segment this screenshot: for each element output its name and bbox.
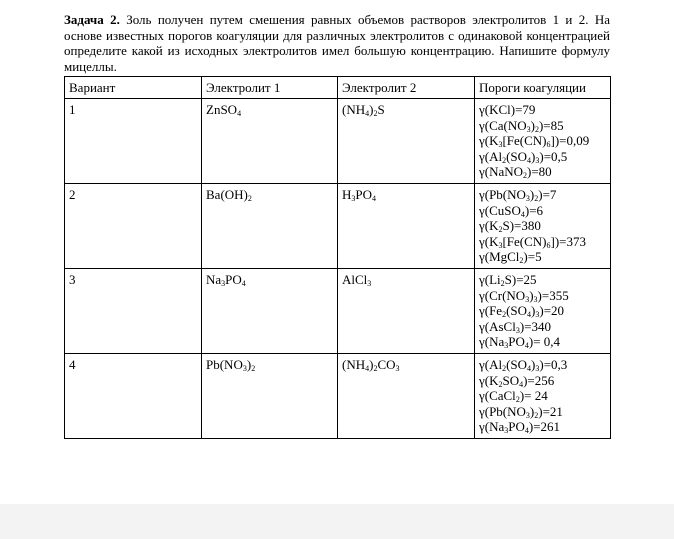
formula-subscript: 3 xyxy=(367,279,372,288)
threshold-subscript: 2 xyxy=(519,256,524,265)
table-body xyxy=(65,99,611,439)
threshold-subscript: 4 xyxy=(524,426,529,435)
threshold-subscript: 3 xyxy=(504,426,509,435)
threshold-text: γ(AsCl xyxy=(479,318,516,334)
formula-text: ) xyxy=(246,357,252,372)
variant-cell: 1 xyxy=(65,99,202,184)
threshold-text: )=0,3 xyxy=(539,357,568,372)
threshold-subscript: 4 xyxy=(524,341,529,350)
formula-subscript: 3 xyxy=(221,279,226,288)
formula-subscript: 3 xyxy=(351,194,356,203)
threshold-line xyxy=(479,187,606,203)
threshold-subscript: 2 xyxy=(498,225,503,234)
threshold-line xyxy=(479,203,606,219)
formula-subscript: 4 xyxy=(365,109,370,118)
coagulation-table xyxy=(64,76,611,439)
threshold-subscript: 2 xyxy=(534,410,539,420)
formula-text: ZnSO xyxy=(206,102,238,117)
threshold-text: ) xyxy=(529,187,535,202)
threshold-text: γ(CuSO xyxy=(479,202,521,218)
electrolyte-1-cell xyxy=(202,354,338,439)
threshold-text: PO xyxy=(508,419,525,434)
formula-subscript: 2 xyxy=(251,364,256,373)
threshold-subscript: 4 xyxy=(519,379,524,389)
table-row xyxy=(65,184,611,269)
threshold-line xyxy=(479,164,606,180)
threshold-line xyxy=(479,133,606,149)
page-bottom-bar xyxy=(0,504,674,539)
variant-cell: 2 xyxy=(65,184,202,269)
threshold-text: ])=0,09 xyxy=(550,133,590,148)
threshold-subscript: 6 xyxy=(546,140,551,149)
thresholds-cell xyxy=(475,184,611,269)
threshold-text: ) xyxy=(531,357,536,372)
threshold-subscript: 2 xyxy=(523,171,528,180)
threshold-line xyxy=(479,234,606,250)
threshold-text: ) xyxy=(531,303,536,318)
threshold-text: )=7 xyxy=(538,187,557,202)
threshold-text: (SO xyxy=(506,357,528,372)
threshold-subscript: 2 xyxy=(500,279,505,288)
threshold-subscript: 2 xyxy=(498,379,503,389)
header-electrolyte-1: Электролит 1 xyxy=(202,77,338,99)
threshold-subscript: 3 xyxy=(533,294,538,304)
threshold-subscript: 3 xyxy=(498,240,503,250)
problem-label: Задача 2. xyxy=(64,12,120,27)
threshold-text: γ(Pb(NO xyxy=(479,403,526,419)
threshold-line xyxy=(479,303,606,319)
formula-subscript: 3 xyxy=(242,364,247,373)
threshold-text: γ(K xyxy=(479,372,499,388)
header-variant: Вариант xyxy=(65,77,202,99)
threshold-text: γ(Li xyxy=(479,272,501,287)
threshold-text: )=5 xyxy=(523,249,542,264)
threshold-text: ) xyxy=(529,287,534,303)
threshold-line xyxy=(479,149,606,165)
threshold-text: γ(CaCl xyxy=(479,388,516,403)
electrolyte-1-cell xyxy=(202,99,338,184)
table-row xyxy=(65,354,611,439)
threshold-subscript: 4 xyxy=(527,155,532,165)
threshold-text: γ(Pb(NO xyxy=(479,187,526,202)
threshold-text: PO xyxy=(508,334,525,349)
problem-text: Золь получен путем смешения равных объемов растворов электролитов 1 и 2. На основе известных порогов коагуляции для различных электролитов с одинаковой концентрацией определите какой из исходных электролитов имел большую концентрацию. Напишите формулу мицеллы. xyxy=(64,12,611,74)
threshold-text: ) xyxy=(529,403,535,419)
threshold-line xyxy=(479,102,606,118)
threshold-text: )=256 xyxy=(523,372,555,388)
threshold-subscript: 3 xyxy=(526,124,531,134)
threshold-text: γ(Al xyxy=(479,148,503,164)
formula-text: (NH xyxy=(342,102,366,117)
electrolyte-1-cell xyxy=(202,184,338,269)
electrolyte-2-cell xyxy=(338,99,475,184)
threshold-text: γ(K xyxy=(479,233,499,249)
threshold-line xyxy=(479,404,606,420)
threshold-subscript: 2 xyxy=(515,395,520,404)
formula-subscript: 3 xyxy=(395,364,400,373)
threshold-subscript: 3 xyxy=(498,140,503,149)
threshold-text: S)=25 xyxy=(504,272,537,287)
threshold-line xyxy=(479,118,606,134)
threshold-subscript: 3 xyxy=(504,341,509,350)
threshold-text: )=0,5 xyxy=(539,148,568,164)
threshold-text: SO xyxy=(502,372,520,388)
threshold-text: )= 24 xyxy=(519,388,548,403)
header-thresholds: Пороги коагуляции xyxy=(475,77,611,99)
threshold-text: γ(MgCl xyxy=(479,249,520,264)
formula-text: PO xyxy=(225,272,242,287)
threshold-line xyxy=(479,249,606,265)
thresholds-cell xyxy=(475,354,611,439)
variant-cell: 4 xyxy=(65,354,202,439)
threshold-line xyxy=(479,388,606,404)
formula-text: H xyxy=(342,187,352,202)
formula-text: (NH xyxy=(342,357,366,372)
thresholds-cell xyxy=(475,99,611,184)
threshold-text: γ(K xyxy=(479,133,499,148)
electrolyte-1-cell xyxy=(202,269,338,354)
formula-text: ) xyxy=(369,357,374,372)
formula-text: Na xyxy=(206,272,222,287)
variant-cell: 3 xyxy=(65,269,202,354)
threshold-text: [Fe(CN) xyxy=(502,133,547,148)
threshold-text: )=340 xyxy=(519,318,551,334)
threshold-line xyxy=(479,373,606,389)
threshold-subscript: 3 xyxy=(525,294,530,304)
threshold-text: γ(Al xyxy=(479,357,503,372)
formula-text: AlCl xyxy=(342,272,368,287)
formula-subscript: 4 xyxy=(241,279,246,288)
threshold-subscript: 2 xyxy=(502,364,507,373)
threshold-subscript: 4 xyxy=(520,209,525,219)
threshold-subscript: 3 xyxy=(535,310,540,319)
threshold-text: γ(Na xyxy=(479,334,505,349)
threshold-subscript: 2 xyxy=(534,124,539,134)
threshold-text: γ(NaNO xyxy=(479,164,524,179)
electrolyte-2-cell xyxy=(338,269,475,354)
threshold-text: )=21 xyxy=(538,403,563,419)
threshold-subscript: 6 xyxy=(546,240,551,250)
formula-subscript: 2 xyxy=(373,364,378,373)
formula-subscript: 2 xyxy=(373,109,378,118)
electrolyte-2-cell xyxy=(338,184,475,269)
threshold-text: γ(KCl)=79 xyxy=(479,102,536,117)
threshold-text: )=85 xyxy=(538,117,564,133)
threshold-subscript: 3 xyxy=(515,325,520,335)
formula-subscript: 2 xyxy=(247,194,252,203)
threshold-text: )=355 xyxy=(537,287,569,303)
thresholds-cell xyxy=(475,269,611,354)
threshold-subscript: 3 xyxy=(535,364,540,373)
formula-text: CO xyxy=(377,357,396,372)
threshold-text: γ(Fe xyxy=(479,303,503,318)
threshold-text: (SO xyxy=(506,148,528,164)
threshold-subscript: 4 xyxy=(527,364,532,373)
threshold-text: γ(Cr(NO xyxy=(479,287,526,303)
threshold-text: )=261 xyxy=(528,419,561,434)
threshold-line xyxy=(479,218,606,234)
threshold-text: )=20 xyxy=(539,303,565,318)
threshold-line xyxy=(479,334,606,350)
formula-text: Pb(NO xyxy=(206,357,243,372)
formula-text: Ba(OH) xyxy=(206,187,248,202)
threshold-subscript: 3 xyxy=(525,194,530,203)
formula-subscript: 4 xyxy=(237,109,242,118)
threshold-text: γ(Na xyxy=(479,419,505,434)
threshold-text: γ(K xyxy=(479,218,499,233)
threshold-text: ) xyxy=(531,148,536,164)
table-header-row xyxy=(65,77,611,99)
threshold-subscript: 2 xyxy=(502,155,507,165)
threshold-text: (SO xyxy=(506,303,528,318)
problem-statement xyxy=(64,12,610,74)
threshold-subscript: 4 xyxy=(527,310,532,319)
threshold-line xyxy=(479,272,606,288)
threshold-subscript: 2 xyxy=(502,310,507,319)
header-electrolyte-2: Электролит 2 xyxy=(338,77,475,99)
threshold-line xyxy=(479,288,606,304)
threshold-text: )= 0,4 xyxy=(528,334,561,349)
table-row xyxy=(65,99,611,184)
threshold-text: γ(Ca(NO xyxy=(479,117,527,133)
threshold-subscript: 3 xyxy=(525,410,530,420)
electrolyte-2-cell xyxy=(338,354,475,439)
formula-subscript: 4 xyxy=(365,364,370,373)
threshold-text: )=80 xyxy=(527,164,552,179)
threshold-line xyxy=(479,357,606,373)
threshold-text: ) xyxy=(530,117,535,133)
threshold-text: )=6 xyxy=(524,202,544,218)
threshold-text: S)=380 xyxy=(502,218,541,233)
table-row xyxy=(65,269,611,354)
formula-text: PO xyxy=(355,187,373,202)
formula-text: S xyxy=(377,102,385,117)
threshold-subscript: 2 xyxy=(534,194,539,203)
formula-subscript: 4 xyxy=(372,194,377,203)
threshold-line xyxy=(479,319,606,335)
threshold-text: ])=373 xyxy=(550,233,587,249)
threshold-text: [Fe(CN) xyxy=(502,233,547,249)
formula-text: ) xyxy=(369,102,374,117)
threshold-line xyxy=(479,419,606,435)
threshold-subscript: 3 xyxy=(535,155,540,165)
